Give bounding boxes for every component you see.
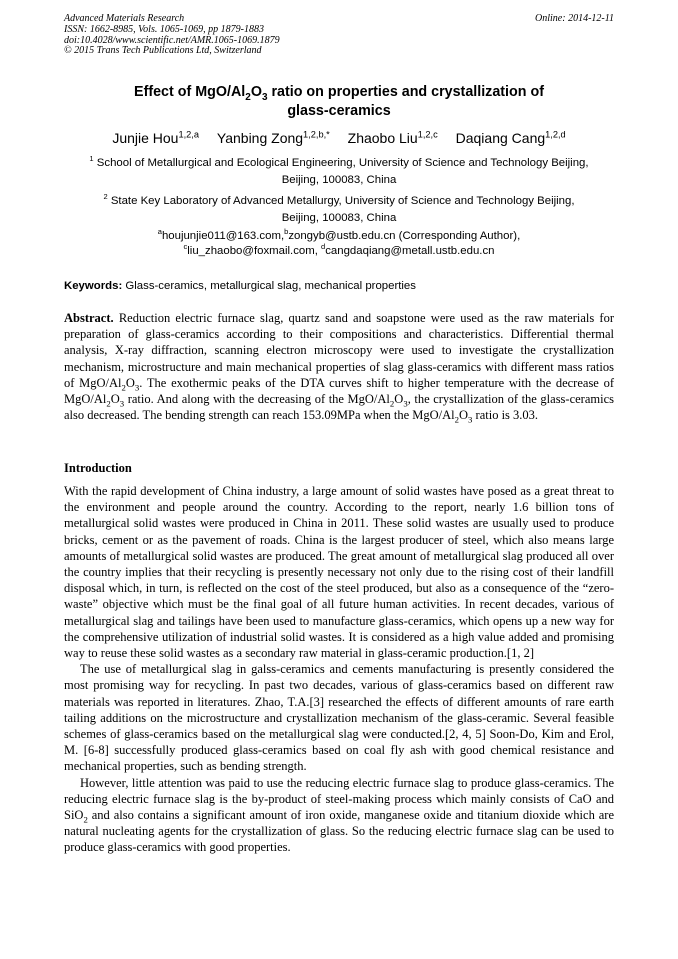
section-heading: Introduction [64, 461, 132, 475]
affiliation: $^2$ State Key Laboratory of Advanced Metallurgy, University of Science and Technology Beijing, Beijing, 100083, China [103, 192, 575, 224]
email-link[interactable]: liu_zhaobo@foxmail.com, [187, 245, 318, 257]
copyright-line: © 2015 Trans Tech Publications Ltd, Switzerland [64, 45, 262, 57]
keywords [64, 279, 614, 294]
introduction-body [64, 483, 614, 856]
affiliation: $^1$ School of Metallurgical and Ecological Engineering, University of Science and Technology Beijing, Beijing, 100083, China [89, 154, 589, 186]
journal-header [64, 14, 280, 57]
keywords-label: Keywords: [64, 280, 123, 292]
email-link[interactable]: houjunjie011@163.com, [161, 230, 285, 242]
issn-line: ISSN: 1662-8985, Vols. 1065-1069, pp 1879-1883 [64, 23, 264, 35]
paragraph: With the rapid development of China industry, a large amount of solid wastes have posed as a great threat to the environment and people around the country. According to the report, nearly 1.6 billion tons of metallurgical solid wastes were produced in China in 2011. These solid wastes are usually used to produce bricks, cement or as the pavement of roads. China is the largest producer of steel, which also means large amounts of metallurgical solid wastes are produced. The great amount of metallurgical slag produced all over the country implies that their recycling is presently necessary not only due to the rising cost of their landfill disposal which, in turn, is reflected on the cost of the steel produced, but also as a consequence of the “zero-waste” objective which must be the final goal of all future human activities. In recent decades, various of metallurgical slag and tailings have been used to manufacture glass-ceramics, which opens up a new way for the comprehensive utilization of industrial solid wastes. It is considered as a high value added and promising way to reuse these solid wastes as a secondary raw material in glass-ceramic production.[1, 2] [64, 484, 614, 661]
affiliation-number: 2 [103, 192, 108, 202]
author-list [40, 129, 638, 147]
author: Daqiang Cang$^{1,2,d}$ [455, 129, 566, 146]
author: Yanbing Zong$^{1,2,b,*}$ [216, 129, 330, 146]
online-date: Online: 2014-12-11 [535, 13, 614, 24]
abstract: Abstract. Reduction electric furnace slag, quartz sand and soapstone were used as the raw materials for preparation of glass-ceramics according to their compositions and characteristics. Differential thermal analysis, X-ray diffraction, scanning electron microscopy were used to investigate the crystallization mechanism, microstructure and main mechanical properties of slag glass-ceramics with different mass ratios of MgO/$Al_2O_3$. The exothermic peaks of the DTA curves shift to higher temperature with the decrease of MgO/$Al_2O_3$ ratio. And along with the decreasing of the MgO/$Al_2O_3$, the crystallization of the glass-ceramics also decreased. The bending strength can reach 153.09MPa when the MgO/$Al_2O_3$ ratio is 3.03. [64, 311, 614, 425]
author: Zhaobo Liu$^{1,2,c}$ [347, 129, 438, 146]
title-text: O [250, 84, 262, 100]
abstract-label: Abstract. [64, 311, 114, 325]
title-subscript: 2 [245, 91, 251, 103]
paper-title [64, 83, 614, 121]
paragraph: However, little attention was paid to use the reducing electric furnace slag to produce glass-ceramics. The reducing electric furnace slag is the by-product of steel-making process which mainly consists of CaO and SiO$_2$ and also contains a significant amount of iron oxide, manganese oxide and titanium dioxide which are natural nucleating agents for the crystallization of glass. So the reducing electric furnace slag can be used to produce glass-ceramics with good properties. [64, 775, 614, 855]
paragraph: The use of metallurgical slag in galss-ceramics and cements manufacturing is presently considered the most promising way for recycling. In past two decades, various of glass-ceramics based on different raw materials was reported in literatures. Zhao, T.A.[3] researched the effects of different amounts of rare earth tailing additions on the microstructure and crystallization mechanism of the glass-ceramic. Several feasible schemes of glass-ceramics based on the metallurgical slag were conducted.[2, 4, 5] Soon-Do, Kim and Erol, M. [6-8] successfully produced glass-ceramics based on coal fly ash with good chemical resistance and mechanical properties, such as bending strength. [64, 662, 614, 774]
title-subscript: 3 [261, 91, 268, 103]
email-link[interactable]: cangdaqiang@metall.ustb.edu.cn [325, 245, 495, 257]
doi-line: doi:10.4028/www.scientific.net/AMR.1065-1069.1879 [64, 34, 280, 46]
journal-name: Advanced Materials Research [64, 13, 185, 24]
email-link[interactable]: zongyb@ustb.edu.cn (Corresponding Author), [288, 230, 521, 242]
keywords-text: Glass-ceramics, metallurgical slag, mechanical properties [122, 280, 416, 292]
author-emails: $^a$houjunjie011@163.com,$^b$zongyb@ustb.edu.cn (Corresponding Author), $^c$liu_zhaobo@foxmail.com, $^d$cangdaqiang@metall.ustb.edu.cn [157, 227, 521, 257]
author: Junjie Hou$^{1,2,a}$ [112, 129, 200, 146]
title-text: ratio on properties and crystallization of [267, 84, 544, 100]
title-text: Effect of MgO/Al [134, 84, 246, 100]
title-text: glass-ceramics [287, 103, 391, 119]
affiliation-number: 1 [89, 154, 94, 164]
